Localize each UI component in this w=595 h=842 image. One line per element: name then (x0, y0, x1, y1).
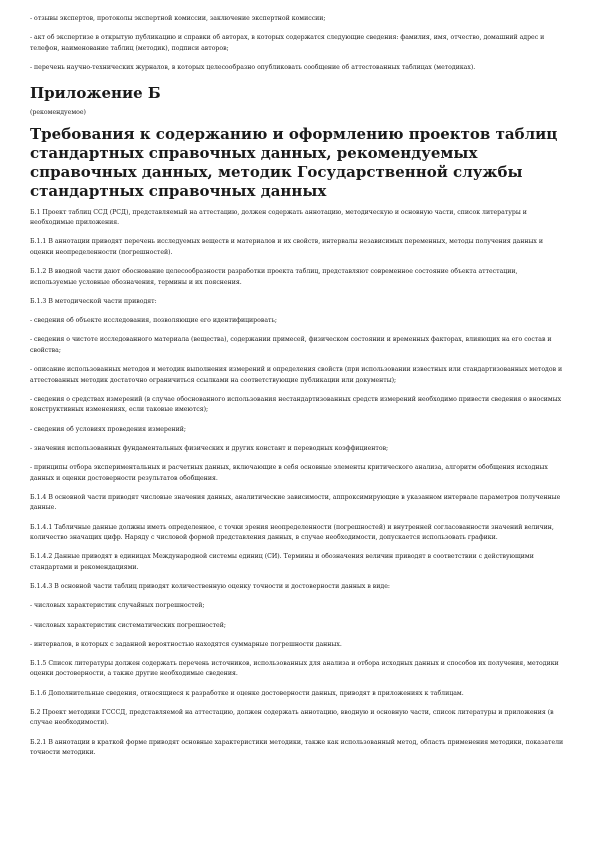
paragraph: Б.1.5 Список литературы должен содержать перечень источников, использованных для анализа и отбора исходных данных и способов их получения, методики оценки достоверности, а также другие необходимые сведения. (30, 659, 559, 678)
paragraph: Б.1.4.2 Данные приводят в единицах Международной системы единиц (СИ). Термины и обозначения величин приводят в соответствии с действующими стандартами и рекомендациями. (30, 553, 534, 571)
paragraph: Б.1.4.1 Табличные данные должны иметь определенное, с точки зрения неопределенности (погрешностей) и внутренней согласованности значений величин, количество значащих цифр. Наряду с числовой формой представления данных, в случае необходимости, допускается использовать графики. (30, 523, 554, 542)
paragraph: - принципы отбора экспериментальных и расчетных данных, включающие в себя основные элементы критического анализа, алгоритм обобщения исходных данных и оценки достоверности результатов обобщения. (30, 464, 548, 482)
paragraph: - сведения о чистоте исследованного материала (вещества), содержании примесей, физическом состоянии и временных факторах, влияющих на его состав и свойства; (30, 336, 552, 354)
section-title: Требования к содержанию и оформлению проектов таблиц стандартных справочных данных, рекомендуемых справочных данных, методик Государственной службы стандартных справочных данных (30, 124, 558, 200)
paragraph: Б.1 Проект таблиц ССД (РСД), представляемый на аттестацию, должен содержать аннотацию, методическую и основную части, список литературы и необходимые приложения. (30, 208, 527, 227)
paragraph: Б.1.6 Дополнительные сведения, относящиеся к разработке и оценке достоверности данных, приводят в приложениях к таблицам. (30, 689, 464, 697)
appendix-status: (рекомендуемое) (30, 108, 86, 116)
paragraph: - перечень научно-технических журналов, в которых целесообразно опубликовать сообщение об аттестованных таблицах (методиках). (30, 63, 476, 71)
paragraph: Б.1.4 В основной части приводят числовые значения данных, аналитические зависимости, аппроксимирующие в указанном интервале параметров полученные данные. (30, 493, 561, 512)
paragraph: Б.1.1 В аннотации приводят перечень исследуемых веществ и материалов и их свойств, интервалы независимых переменных, методы получения данных и оценки неопределенности (погрешностей). (30, 238, 544, 256)
paragraph: - акт об экспертизе в открытую публикацию и справки об авторах, в которых содержатся следующие сведения: фамилия, имя, отчество, домашний адрес и телефон, наименование таблиц (методик), подписи авторов; (30, 34, 545, 52)
paragraph: - значения использованных фундаментальных физических и других констант и переводных коэффициентов; (30, 444, 389, 452)
paragraph: Б.1.3 В методической части приводят: (30, 297, 157, 305)
paragraph: - числовых характеристик систематических погрешностей; (30, 621, 226, 629)
paragraph: - сведения об условиях проведения измерений; (30, 425, 187, 433)
paragraph: Б.2.1 В аннотации в краткой форме приводят основные характеристики методики, также как использованный метод, область применения методики, показатели точности методики. (30, 738, 564, 757)
paragraph: - сведения об объекте исследования, позволяющие его идентифицировать; (30, 317, 277, 325)
appendix-heading: Приложение Б (30, 83, 161, 102)
paragraph: Б.2 Проект методики ГСССД, представляемой на аттестацию, должен содержать аннотацию, вводную и основную части, список литературы и приложения (в случае необходимости). (30, 708, 554, 727)
paragraph: - сведения о средствах измерений (в случае обоснованного использования нестандартизованных средств измерений необходимо привести сведения о вносимых конструктивных изменениях, если таковые имеются); (30, 395, 562, 414)
paragraph: - отзывы экспертов, протоколы экспертной комиссии, заключение экспертной комиссии; (30, 15, 326, 22)
paragraph: - числовых характеристик случайных погрешностей; (30, 602, 205, 610)
paragraph: Б.1.4.3 В основной части таблиц приводят количественную оценку точности и достоверности данных в виде: (30, 583, 390, 591)
paragraph: - интервалов, в которых с заданной вероятностью находятся суммарные погрешности данных. (30, 640, 342, 648)
paragraph: - описание использованных методов и методик выполнения измерений и определения свойств (при использовании известных или стандартизованных методов и аттестованных методик достаточно ограничиться ссылками на соответствующие публикации или документы); (30, 366, 563, 384)
paragraph: Б.1.2 В вводной части дают обоснование целесообразности разработки проекта таблиц, представляют современное состояние объекта аттестации, используемые условные обозначения, термины и их пояснения. (30, 268, 518, 286)
